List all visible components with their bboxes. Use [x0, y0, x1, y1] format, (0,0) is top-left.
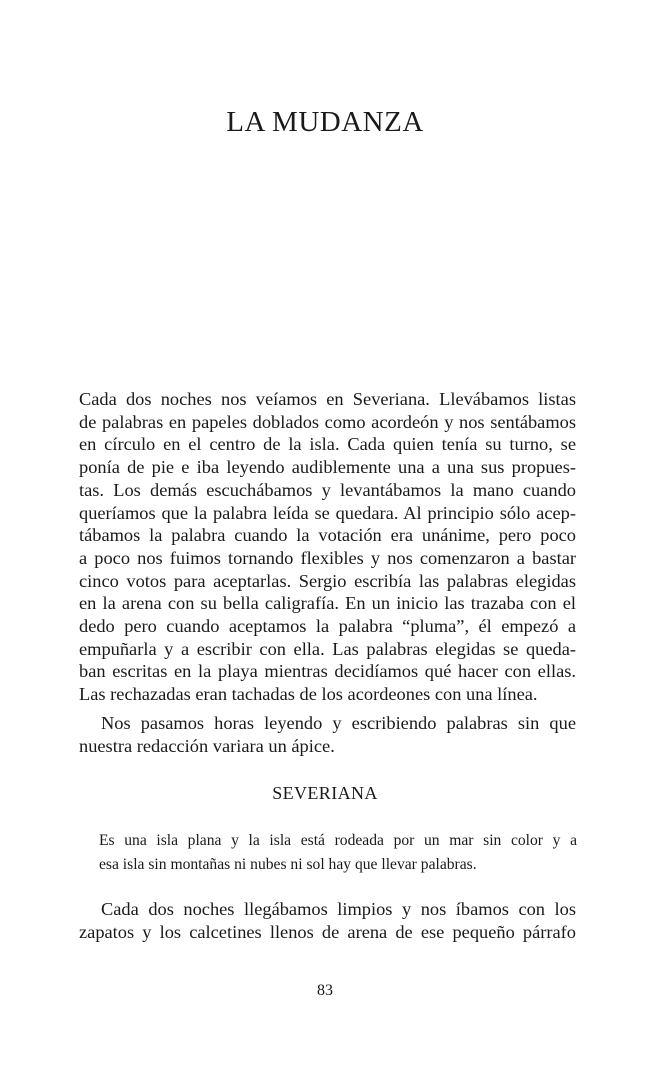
- text-line: dedo pero cuando aceptamos la palabra “pluma”, él empezó a: [79, 616, 576, 637]
- text-line: Las rechazadas eran tachadas de los acordeones con una línea.: [79, 684, 538, 705]
- text-line: en círculo en el centro de la isla. Cada quien tenía su turno, se: [79, 434, 576, 455]
- text-line: ponía de pie e iba leyendo audiblemente una a una sus propues-: [79, 457, 576, 478]
- text-line: zapatos y los calcetines llenos de arena de ese pequeño párrafo: [79, 921, 576, 942]
- text-line: cinco votos para aceptarlas. Sergio escribía las palabras elegidas: [79, 570, 576, 591]
- chapter-title: LA MUDANZA: [226, 106, 424, 138]
- paragraph-3: [79, 898, 576, 943]
- page-number: 83: [317, 982, 333, 999]
- paragraph-1: [79, 388, 576, 706]
- text-line: queríamos que la palabra leída se quedara. Al principio sólo acep-: [79, 502, 576, 523]
- text-line: Cada dos noches nos veíamos en Severiana. Llevábamos listas: [79, 389, 576, 409]
- text-line: tas. Los demás escuchábamos y levantábamos la mano cuando: [79, 479, 576, 500]
- text-line: en la arena con su bella caligrafía. En un inicio las trazaba con el: [79, 593, 576, 614]
- text-line: nuestra redacción variara un ápice.: [79, 735, 335, 756]
- text-line: ban escritas en la playa mientras decidíamos qué hacer con ellas.: [79, 661, 576, 682]
- text-line: empuñarla y a escribir con ella. Las palabras elegidas se queda-: [79, 638, 576, 659]
- text-line: Cada dos noches llegábamos limpios y nos íbamos con los: [101, 899, 576, 919]
- text-line: Nos pasamos horas leyendo y escribiendo palabras sin que: [101, 713, 576, 733]
- text-line: tábamos la palabra cuando la votación era unánime, pero poco: [79, 525, 576, 546]
- section-heading: SEVERIANA: [272, 783, 378, 803]
- text-line: de palabras en papeles doblados como acordeón y nos sentábamos: [79, 411, 576, 432]
- epigraph-line: esa isla sin montañas ni nubes ni sol hay que llevar palabras.: [99, 856, 477, 873]
- paragraph-2: [79, 712, 576, 757]
- epigraph-line: Es una isla plana y la isla está rodeada por un mar sin color y a: [99, 832, 577, 849]
- text-line: a poco nos fuimos tornando flexibles y nos comenzaron a bastar: [79, 547, 576, 568]
- epigraph: [99, 829, 577, 877]
